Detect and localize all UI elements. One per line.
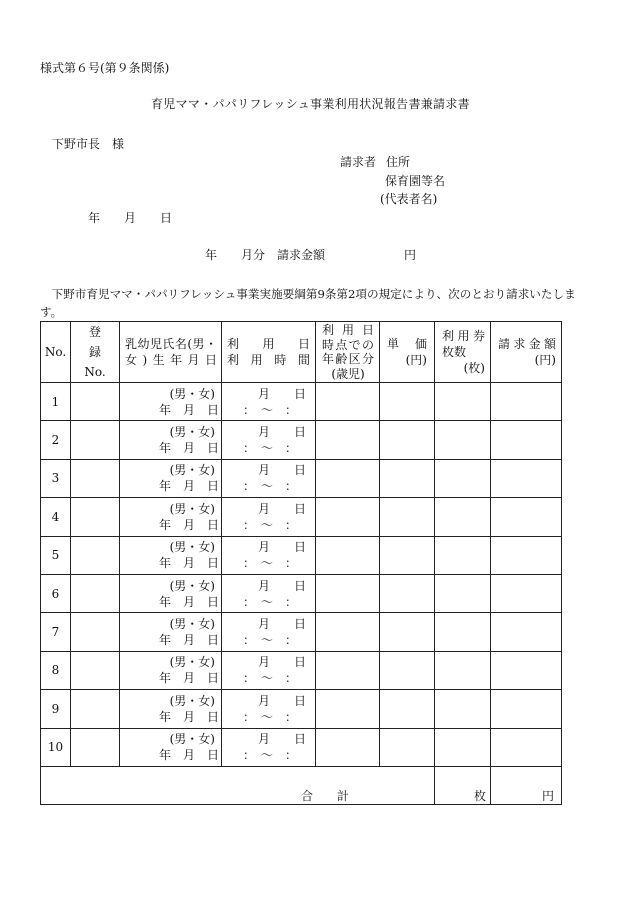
usage-cell: [222, 536, 316, 574]
birth-date-blank: 年 月 日: [158, 556, 219, 571]
age-class-cell: [316, 574, 380, 612]
use-date-blank: 月 日: [258, 578, 307, 593]
usage-cell: [222, 651, 316, 689]
child-cell: [120, 728, 222, 766]
table-row: [41, 421, 562, 459]
claim-period: 年 月分: [205, 248, 266, 262]
header-age-line: 年齢区分: [322, 352, 374, 366]
gender-choice: (男・女): [169, 386, 215, 401]
claim-statement: 下野市育児ママ・パパリフレッシュ事業実施要綱第9条第2項の規定により、次のとおり請求いたします。: [40, 287, 576, 319]
use-time-blank: ： 〜 ：: [243, 709, 298, 724]
child-cell: [120, 383, 222, 421]
table-row: [41, 459, 562, 497]
ticket-count-cell: [435, 536, 491, 574]
total-tickets-cell: [435, 766, 491, 804]
header-usage-date-time: [222, 322, 316, 383]
header-tickets-line: 利用券: [442, 329, 485, 343]
use-time-blank: ： 〜 ：: [243, 748, 298, 763]
claim-amount-unit: 円: [404, 248, 417, 262]
usage-cell: [222, 498, 316, 536]
use-time-blank: ： 〜 ：: [243, 594, 298, 609]
registration-no-cell: [71, 383, 120, 421]
table-header-row: [41, 322, 562, 383]
birth-date-blank: 年 月 日: [158, 517, 219, 532]
registration-no-cell: [71, 574, 120, 612]
row-number: 10: [41, 728, 71, 766]
registration-no-cell: [71, 498, 120, 536]
usage-cell: [222, 459, 316, 497]
use-time-blank: ： 〜 ：: [243, 517, 298, 532]
usage-cell: [222, 383, 316, 421]
child-cell: [120, 536, 222, 574]
usage-cell: [222, 728, 316, 766]
header-no-label: No.: [44, 345, 67, 359]
row-number: 5: [41, 536, 71, 574]
child-cell: [120, 498, 222, 536]
claim-amount-cell: [491, 651, 562, 689]
use-date-blank: 月 日: [258, 693, 307, 708]
age-class-cell: [316, 459, 380, 497]
claim-amount-cell: [491, 498, 562, 536]
table-row: [41, 383, 562, 421]
header-registration-line: 録: [88, 345, 101, 359]
header-claim-amount: [491, 322, 562, 383]
use-time-blank: ： 〜 ：: [243, 671, 298, 686]
total-label: 合 計: [300, 788, 349, 803]
page-title: 育児ママ・パパリフレッシュ事業利用状況報告書兼請求書: [151, 97, 470, 111]
ticket-count-cell: [435, 498, 491, 536]
header-usage-line: 利用日: [227, 337, 310, 351]
child-cell: [120, 690, 222, 728]
age-class-cell: [316, 536, 380, 574]
use-time-blank: ： 〜 ：: [243, 479, 298, 494]
gender-choice: (男・女): [169, 693, 215, 708]
header-price-line: (円): [405, 353, 427, 367]
ticket-count-cell: [435, 459, 491, 497]
table-body: [41, 383, 562, 805]
registration-no-cell: [71, 459, 120, 497]
claim-amount-cell: [491, 728, 562, 766]
claim-amount-cell: [491, 690, 562, 728]
claim-amount-label: 請求金額: [277, 248, 326, 262]
child-cell: [120, 651, 222, 689]
header-child-line: 乳幼児氏名(男・: [125, 337, 217, 351]
header-no: [41, 322, 71, 383]
ticket-count-cell: [435, 421, 491, 459]
age-class-cell: [316, 690, 380, 728]
gender-choice: (男・女): [169, 540, 215, 555]
row-number: 2: [41, 421, 71, 459]
table-row: [41, 498, 562, 536]
unit-price-cell: [380, 383, 435, 421]
header-age-class: [316, 322, 380, 383]
usage-cell: [222, 574, 316, 612]
addressee: 下野市長 様: [52, 137, 125, 151]
claimant-address-label: 住所: [386, 155, 411, 169]
table-row: [41, 574, 562, 612]
submission-date: 年 月 日: [88, 211, 173, 225]
usage-cell: [222, 421, 316, 459]
row-number: 6: [41, 574, 71, 612]
row-number: 9: [41, 690, 71, 728]
header-registration-line: 登: [88, 325, 101, 339]
gender-choice: (男・女): [169, 732, 215, 747]
table-row: [41, 690, 562, 728]
header-amount-line: 請求金額: [498, 337, 556, 351]
header-ticket-count: [435, 322, 491, 383]
claim-amount-cell: [491, 421, 562, 459]
table-row: [41, 536, 562, 574]
header-age-line: 利用日: [322, 323, 374, 337]
age-class-cell: [316, 421, 380, 459]
child-cell: [120, 421, 222, 459]
total-row: [41, 766, 562, 804]
header-age-line: 時点での: [322, 337, 374, 352]
header-tickets-line: 枚数: [442, 345, 467, 359]
claim-amount-cell: [491, 383, 562, 421]
row-number: 1: [41, 383, 71, 421]
usage-report-table: [40, 321, 562, 805]
claimant-label: 請求者: [340, 155, 377, 169]
ticket-count-cell: [435, 383, 491, 421]
claim-amount-cell: [491, 536, 562, 574]
total-label-cell: [41, 766, 435, 804]
age-class-cell: [316, 383, 380, 421]
ticket-count-cell: [435, 728, 491, 766]
use-date-blank: 月 日: [258, 501, 307, 516]
use-date-blank: 月 日: [258, 386, 307, 401]
age-class-cell: [316, 728, 380, 766]
header-usage-line: 利用時間: [227, 353, 310, 367]
claim-amount-cell: [491, 574, 562, 612]
row-number: 4: [41, 498, 71, 536]
usage-cell: [222, 690, 316, 728]
header-registration-no: [71, 322, 120, 383]
gender-choice: (男・女): [169, 425, 215, 440]
header-unit-price: [380, 322, 435, 383]
use-date-blank: 月 日: [258, 617, 307, 632]
unit-price-cell: [380, 536, 435, 574]
registration-no-cell: [71, 651, 120, 689]
birth-date-blank: 年 月 日: [158, 441, 219, 456]
table-row: [41, 613, 562, 651]
table-header: [41, 322, 562, 383]
claim-amount-cell: [491, 613, 562, 651]
use-time-blank: ： 〜 ：: [243, 402, 298, 417]
header-age-line: (歳児): [331, 366, 365, 381]
gender-choice: (男・女): [169, 501, 215, 516]
total-amount-cell: [491, 766, 562, 804]
header-child-name-birthdate: [120, 322, 222, 383]
table-row: [41, 728, 562, 766]
registration-no-cell: [71, 536, 120, 574]
birth-date-blank: 年 月 日: [158, 748, 219, 763]
use-date-blank: 月 日: [258, 732, 307, 747]
child-cell: [120, 613, 222, 651]
total-amount-unit: 円: [541, 788, 554, 803]
gender-choice: (男・女): [169, 617, 215, 632]
representative-name-label: (代表者名): [380, 192, 438, 206]
total-tickets-unit: 枚: [473, 788, 486, 803]
birth-date-blank: 年 月 日: [158, 479, 219, 494]
header-registration-line: No.: [84, 365, 106, 379]
claim-amount-cell: [491, 459, 562, 497]
age-class-cell: [316, 498, 380, 536]
unit-price-cell: [380, 574, 435, 612]
age-class-cell: [316, 613, 380, 651]
use-date-blank: 月 日: [258, 655, 307, 670]
use-time-blank: ： 〜 ：: [243, 556, 298, 571]
unit-price-cell: [380, 690, 435, 728]
unit-price-cell: [380, 613, 435, 651]
ticket-count-cell: [435, 651, 491, 689]
row-number: 3: [41, 459, 71, 497]
birth-date-blank: 年 月 日: [158, 594, 219, 609]
row-number: 8: [41, 651, 71, 689]
row-number: 7: [41, 613, 71, 651]
registration-no-cell: [71, 690, 120, 728]
header-tickets-line: (枚): [463, 361, 485, 375]
form-number: 様式第６号(第９条関係): [40, 61, 170, 75]
gender-choice: (男・女): [169, 463, 215, 478]
birth-date-blank: 年 月 日: [158, 671, 219, 686]
usage-cell: [222, 613, 316, 651]
child-cell: [120, 574, 222, 612]
registration-no-cell: [71, 728, 120, 766]
use-date-blank: 月 日: [258, 463, 307, 478]
age-class-cell: [316, 651, 380, 689]
use-time-blank: ： 〜 ：: [243, 633, 298, 648]
unit-price-cell: [380, 421, 435, 459]
facility-name-label: 保育園等名: [385, 174, 446, 188]
header-amount-line: (円): [534, 353, 556, 367]
table-row: [41, 651, 562, 689]
unit-price-cell: [380, 498, 435, 536]
ticket-count-cell: [435, 574, 491, 612]
unit-price-cell: [380, 651, 435, 689]
use-date-blank: 月 日: [258, 425, 307, 440]
birth-date-blank: 年 月 日: [158, 709, 219, 724]
gender-choice: (男・女): [169, 655, 215, 670]
birth-date-blank: 年 月 日: [158, 402, 219, 417]
birth-date-blank: 年 月 日: [158, 633, 219, 648]
ticket-count-cell: [435, 613, 491, 651]
use-time-blank: ： 〜 ：: [243, 441, 298, 456]
use-date-blank: 月 日: [258, 540, 307, 555]
registration-no-cell: [71, 421, 120, 459]
unit-price-cell: [380, 728, 435, 766]
child-cell: [120, 459, 222, 497]
header-child-line: 女)生年月日: [125, 353, 217, 367]
ticket-count-cell: [435, 690, 491, 728]
gender-choice: (男・女): [169, 578, 215, 593]
header-price-line: 単価: [387, 337, 427, 351]
unit-price-cell: [380, 459, 435, 497]
registration-no-cell: [71, 613, 120, 651]
